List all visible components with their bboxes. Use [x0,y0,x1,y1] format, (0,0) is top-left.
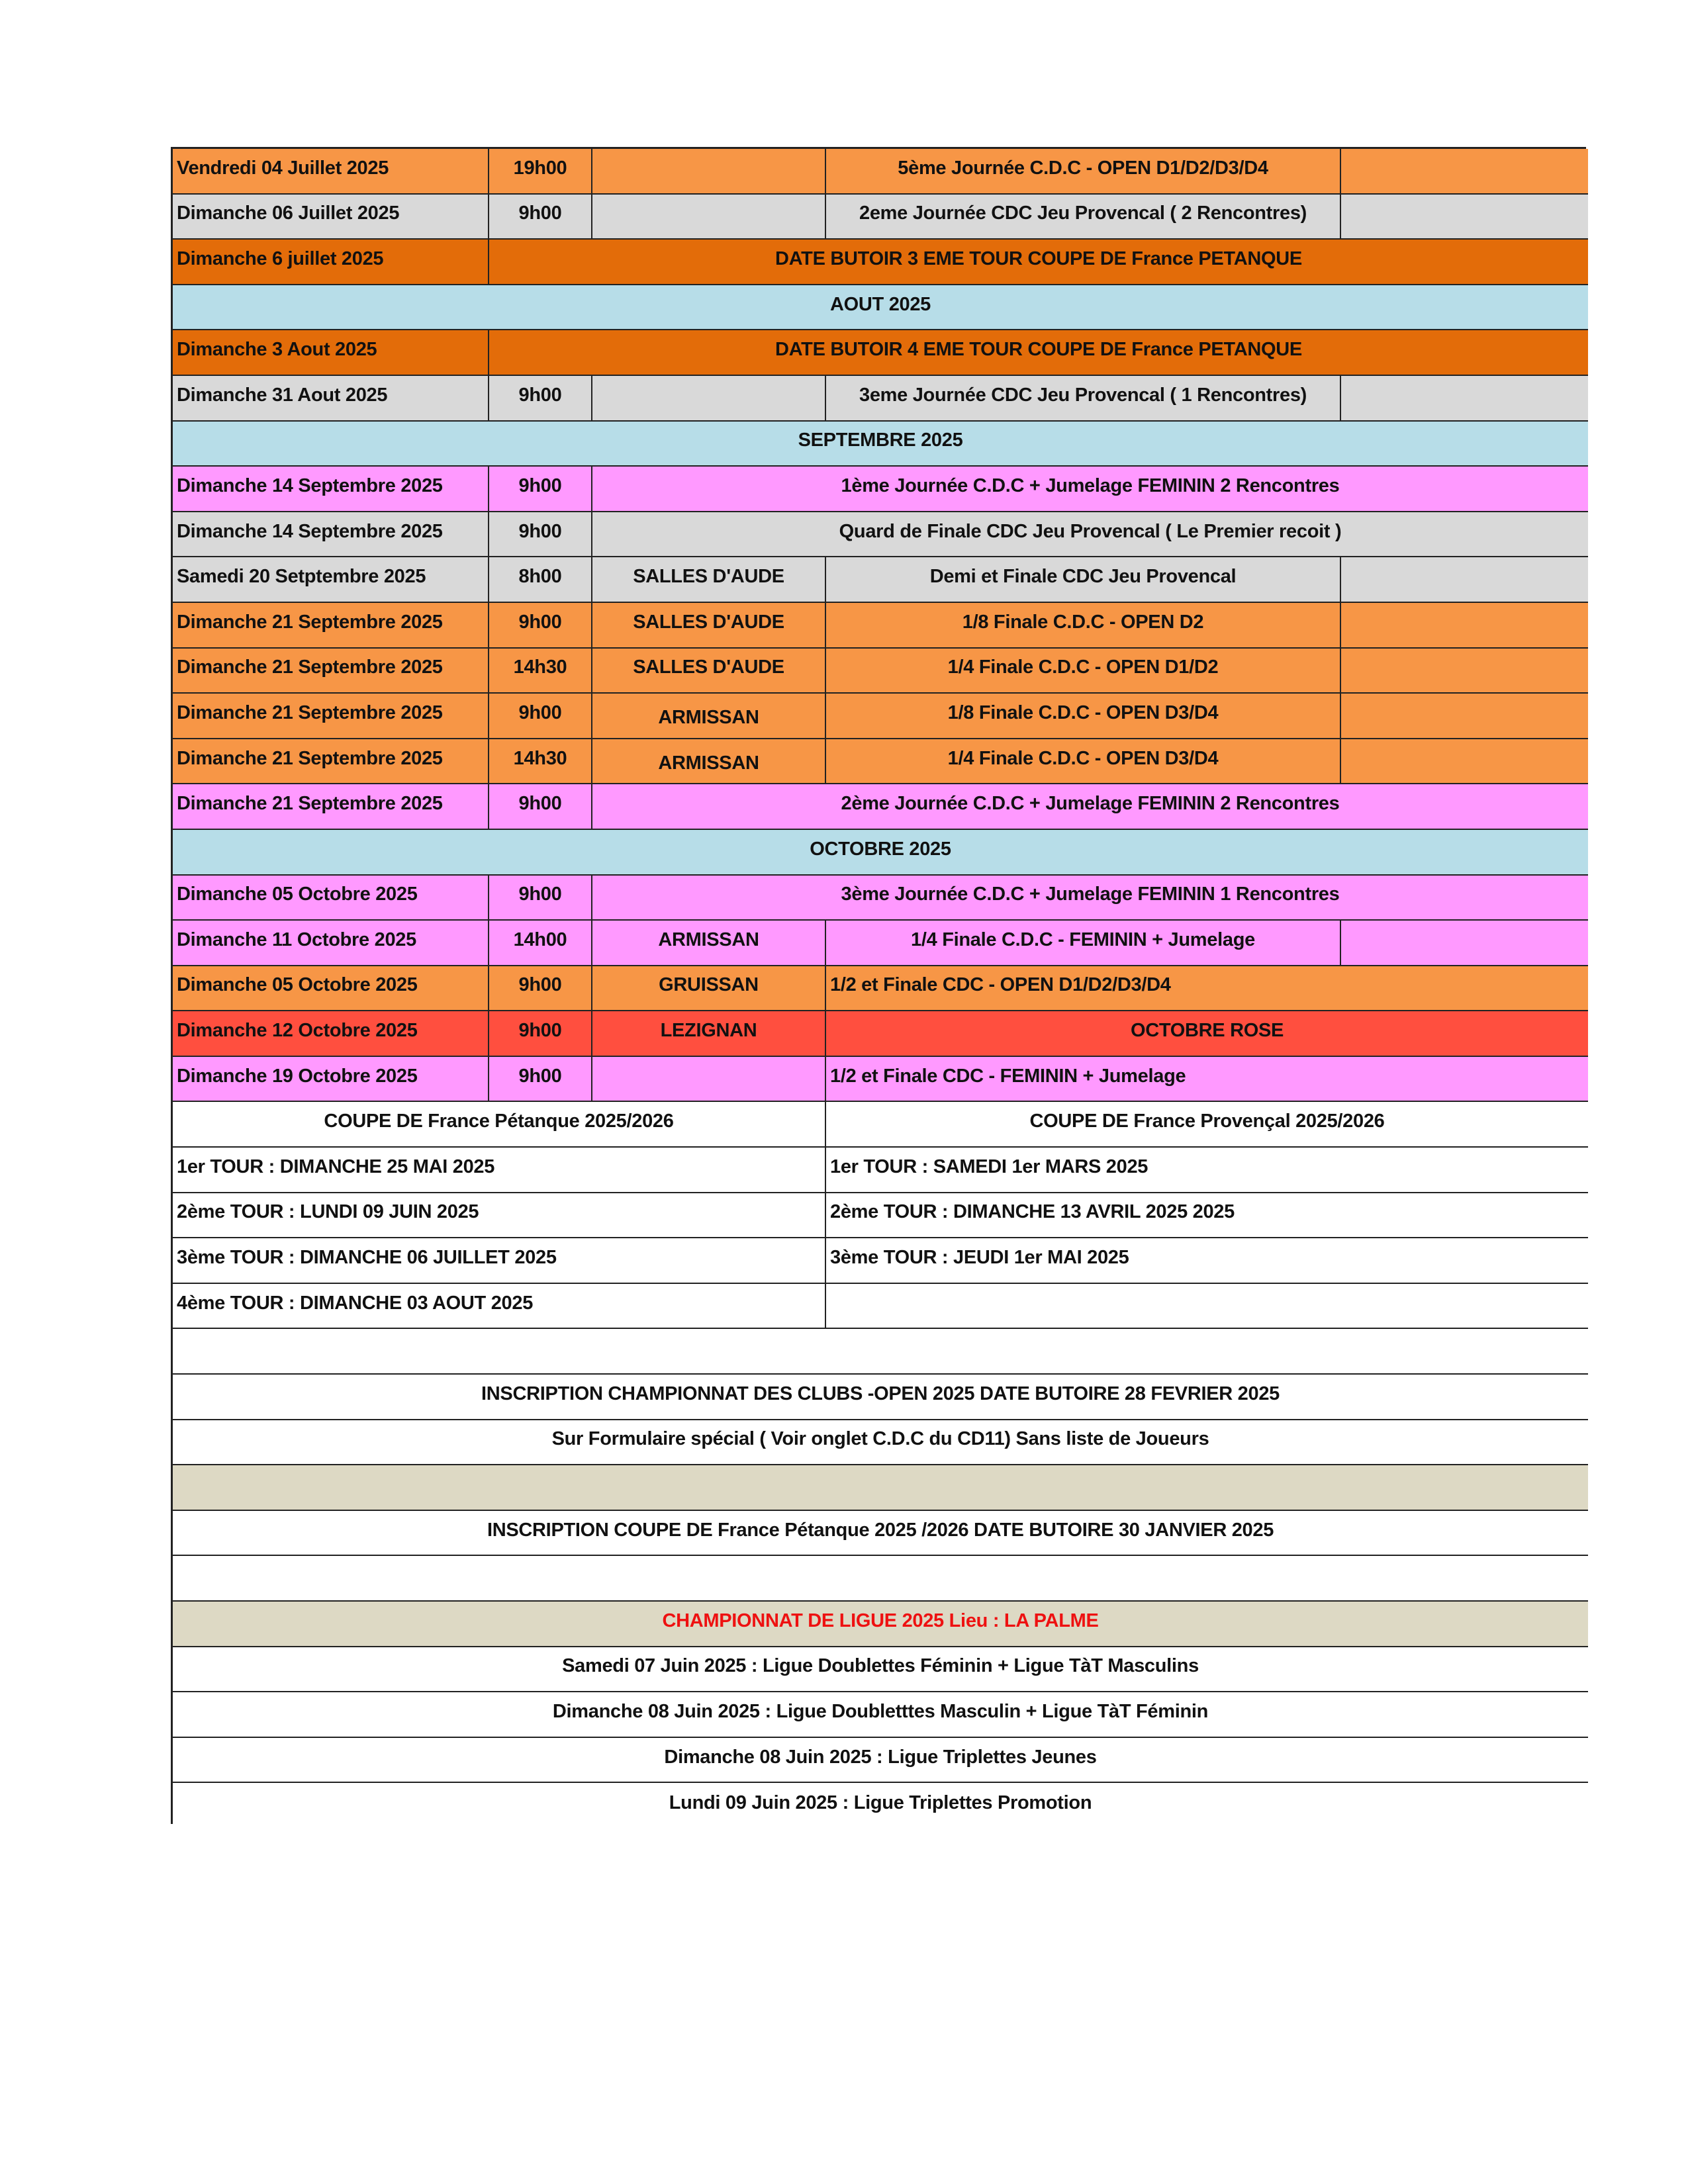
table-cell: 1/4 Finale C.D.C - OPEN D1/D2 [826,649,1341,694]
table-cell [1341,694,1588,739]
table-cell: Dimanche 12 Octobre 2025 [173,1011,489,1057]
table-cell: 9h00 [489,1057,592,1103]
table-cell: Demi et Finale CDC Jeu Provencal [826,557,1341,603]
table-cell [173,1465,1588,1511]
table-cell: 9h00 [489,603,592,649]
table-cell: GRUISSAN [592,966,826,1012]
table-cell: 1er TOUR : DIMANCHE 25 MAI 2025 [173,1148,826,1193]
table-cell: 2ème Journée C.D.C + Jumelage FEMININ 2 Rencontres [592,784,1588,830]
table-cell: Dimanche 31 Aout 2025 [173,376,489,422]
table-cell: Dimanche 14 Septembre 2025 [173,512,489,558]
table-cell: 4ème TOUR : DIMANCHE 03 AOUT 2025 [173,1284,826,1330]
table-cell: 1ème Journée C.D.C + Jumelage FEMININ 2 Rencontres [592,467,1588,512]
table-cell: COUPE DE France Pétanque 2025/2026 [173,1102,826,1148]
table-cell: 3ème Journée C.D.C + Jumelage FEMININ 1 Rencontres [592,876,1588,921]
table-cell: 14h30 [489,739,592,785]
table-cell: Dimanche 6 juillet 2025 [173,240,489,285]
table-cell [1341,149,1588,195]
table-cell: Dimanche 19 Octobre 2025 [173,1057,489,1103]
table-cell: 1/4 Finale C.D.C - FEMININ + Jumelage [826,921,1341,966]
table-cell: 2ème TOUR : DIMANCHE 13 AVRIL 2025 2025 [826,1193,1588,1239]
table-cell: CHAMPIONNAT DE LIGUE 2025 Lieu : LA PALME [173,1602,1588,1647]
table-cell: Dimanche 05 Octobre 2025 [173,876,489,921]
table-cell [826,1284,1588,1330]
table-cell [1341,376,1588,422]
table-cell [592,149,826,195]
table-cell: Dimanche 14 Septembre 2025 [173,467,489,512]
table-cell [173,1556,1588,1602]
table-cell: 8h00 [489,557,592,603]
table-cell: 1/8 Finale C.D.C - OPEN D3/D4 [826,694,1341,739]
table-cell: LEZIGNAN [592,1011,826,1057]
table-cell: 5ème Journée C.D.C - OPEN D1/D2/D3/D4 [826,149,1341,195]
table-cell: Dimanche 21 Septembre 2025 [173,694,489,739]
table-cell [1341,603,1588,649]
table-cell: DATE BUTOIR 4 EME TOUR COUPE DE France PETANQUE [489,330,1588,376]
table-cell [1341,739,1588,785]
table-cell: ARMISSAN [592,739,826,785]
table-cell: SEPTEMBRE 2025 [173,422,1588,467]
table-cell [1341,921,1588,966]
table-cell: 9h00 [489,376,592,422]
table-cell: 1/2 et Finale CDC - FEMININ + Jumelage [826,1057,1588,1103]
table-cell: INSCRIPTION CHAMPIONNAT DES CLUBS -OPEN 2025 DATE BUTOIRE 28 FEVRIER 2025 [173,1375,1588,1420]
table-cell: 3ème TOUR : JEUDI 1er MAI 2025 [826,1238,1588,1284]
table-cell: 14h00 [489,921,592,966]
table-cell: Sur Formulaire spécial ( Voir onglet C.D.C du CD11) Sans liste de Joueurs [173,1420,1588,1466]
table-cell: Dimanche 3 Aout 2025 [173,330,489,376]
table-cell: COUPE DE France Provençal 2025/2026 [826,1102,1588,1148]
table-cell: 9h00 [489,195,592,240]
table-cell: Dimanche 21 Septembre 2025 [173,739,489,785]
table-cell: Dimanche 08 Juin 2025 : Ligue Doubletttes Masculin + Ligue TàT Féminin [173,1692,1588,1738]
table-cell: 9h00 [489,467,592,512]
table-cell: Quard de Finale CDC Jeu Provencal ( Le Premier recoit ) [592,512,1588,558]
table-cell: Dimanche 21 Septembre 2025 [173,603,489,649]
table-cell: Dimanche 05 Octobre 2025 [173,966,489,1012]
table-cell [173,1329,1588,1375]
table-cell: SALLES D'AUDE [592,649,826,694]
table-cell: 9h00 [489,694,592,739]
table-cell [592,1057,826,1103]
table-cell: SALLES D'AUDE [592,603,826,649]
table-cell: Dimanche 11 Octobre 2025 [173,921,489,966]
table-cell: Dimanche 08 Juin 2025 : Ligue Triplettes Jeunes [173,1738,1588,1784]
table-cell [1341,195,1588,240]
table-cell: Dimanche 21 Septembre 2025 [173,784,489,830]
table-cell [1341,557,1588,603]
table-cell: ARMISSAN [592,921,826,966]
table-cell: 1/2 et Finale CDC - OPEN D1/D2/D3/D4 [826,966,1588,1012]
table-cell: DATE BUTOIR 3 EME TOUR COUPE DE France PETANQUE [489,240,1588,285]
table-cell [592,195,826,240]
schedule-table [171,147,1586,1824]
table-cell: 19h00 [489,149,592,195]
table-cell: 9h00 [489,1011,592,1057]
table-cell: Vendredi 04 Juillet 2025 [173,149,489,195]
table-cell: 2ème TOUR : LUNDI 09 JUIN 2025 [173,1193,826,1239]
table-cell: Samedi 20 Setptembre 2025 [173,557,489,603]
table-cell: 9h00 [489,512,592,558]
table-cell: Dimanche 06 Juillet 2025 [173,195,489,240]
table-cell: 1er TOUR : SAMEDI 1er MARS 2025 [826,1148,1588,1193]
table-cell: 3eme Journée CDC Jeu Provencal ( 1 Rencontres) [826,376,1341,422]
table-cell: Samedi 07 Juin 2025 : Ligue Doublettes Féminin + Ligue TàT Masculins [173,1647,1588,1693]
table-cell: AOUT 2025 [173,285,1588,331]
table-cell: OCTOBRE ROSE [826,1011,1588,1057]
table-cell: 9h00 [489,784,592,830]
table-cell [1341,649,1588,694]
table-cell: OCTOBRE 2025 [173,830,1588,876]
table-cell: 2eme Journée CDC Jeu Provencal ( 2 Rencontres) [826,195,1341,240]
table-cell: INSCRIPTION COUPE DE France Pétanque 2025 /2026 DATE BUTOIRE 30 JANVIER 2025 [173,1511,1588,1557]
table-cell: 1/8 Finale C.D.C - OPEN D2 [826,603,1341,649]
table-cell: ARMISSAN [592,694,826,739]
table-cell [592,376,826,422]
table-cell: 3ème TOUR : DIMANCHE 06 JUILLET 2025 [173,1238,826,1284]
table-cell: Dimanche 21 Septembre 2025 [173,649,489,694]
table-cell: SALLES D'AUDE [592,557,826,603]
table-cell: Lundi 09 Juin 2025 : Ligue Triplettes Promotion [173,1783,1588,1829]
table-cell: 14h30 [489,649,592,694]
table-cell: 9h00 [489,876,592,921]
table-cell: 1/4 Finale C.D.C - OPEN D3/D4 [826,739,1341,785]
table-cell: 9h00 [489,966,592,1012]
